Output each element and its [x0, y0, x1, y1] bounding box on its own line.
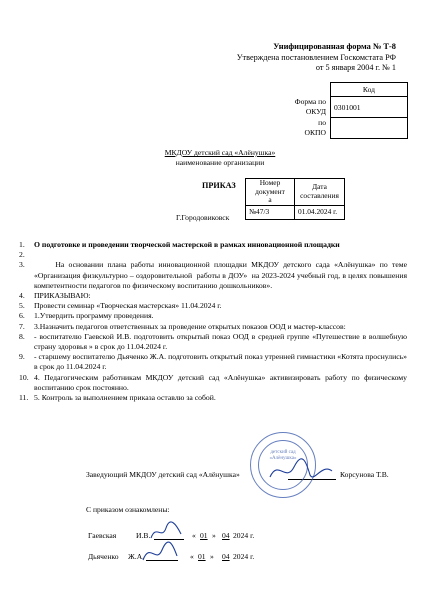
date-open: « [192, 531, 196, 540]
list-item: 9. - старшему воспитателю Дьяченко Ж.А. подготовить открытый показ утренней гимнастики «Котята проснулись» в срок до 11.04.2024 г. [19, 352, 407, 372]
okpo-value [331, 118, 408, 139]
date-day: 01 [198, 552, 206, 561]
code-header: Код [331, 83, 408, 97]
date-sep: » [212, 531, 216, 540]
acquainted-surname: Дьяченко [88, 552, 119, 561]
acquainted-initials: Ж.А. [128, 552, 145, 561]
list-item: 6. 1.Утвердить программу проведения. [19, 311, 154, 321]
stamp-text: детский сад «Алёнушка» [269, 450, 297, 461]
order-number: №47/3 [246, 205, 295, 219]
date-year: 2024 г. [233, 531, 255, 540]
acquainted-title: С приказом ознакомлены: [86, 505, 170, 514]
list-item: 1. О подготовке и проведении творческой мастерской в рамках инновационной площадки [19, 240, 340, 249]
organization-caption: наименование организации [175, 158, 265, 167]
date-sep: » [210, 552, 214, 561]
date-year: 2024 г. [233, 552, 255, 561]
acquainted-row-1 [88, 531, 408, 543]
date-header: Дата составления [295, 179, 345, 206]
order-items [19, 240, 407, 403]
signature-dyachenko [140, 540, 180, 566]
organization-name: МКДОУ детский сад «Алёнушка» [164, 148, 276, 157]
acquainted-surname: Гаевская [88, 531, 117, 540]
date-day: 01 [200, 531, 208, 540]
order-city: Г.Городовиковск [176, 213, 230, 222]
list-item: 11. 5. Контроль за выполнением приказа оставлю за собой. [19, 393, 216, 403]
codes-table [330, 82, 408, 139]
list-item: 10. 4. Педагогическим работникам МКДОУ детский сад «Алёнушка» активизировать работу по физическому воспитанию срок постоянно. [19, 372, 407, 392]
date-month: 04 [222, 531, 230, 540]
okud-value: 0301001 [331, 97, 408, 118]
list-item: 8. - воспитателю Гаевской И.В. подготовить открытый показ ООД в средней группе «Путешествие в волшебную страну здоровья » в срок до 11.04.2024 г. [19, 331, 407, 352]
head-signature [266, 455, 336, 487]
okud-label: Форма по ОКУД [294, 97, 326, 116]
approved-line-2: от 5 января 2004 г. № 1 [315, 63, 396, 72]
date-month: 04 [222, 552, 230, 561]
form-header [237, 42, 396, 74]
order-title: ПРИКАЗ [202, 181, 236, 190]
form-title: Унифицированная форма № Т-8 [273, 42, 396, 51]
approved-line-1: Утверждена постановлением Госкомстата РФ [236, 52, 396, 62]
acquainted-initials: И.В. [136, 531, 151, 540]
list-item: 4. ПРИКАЗЫВАЮ: [19, 291, 91, 301]
order-number-table [245, 178, 345, 220]
list-item: 7. 3.Назначить педагогов ответственных за проведение открытых показов ООД и мастер-классов: [19, 321, 346, 331]
number-header: Номер документ а [246, 179, 295, 206]
head-name: Корсунова Т.В. [340, 470, 389, 479]
list-item: 5. Провести семинар «Творческая мастерская» 11.04.2024 г. [19, 301, 222, 311]
list-item: 2. [19, 250, 25, 260]
acquainted-row-2 [88, 552, 408, 564]
okpo-label: по ОКПО [304, 118, 326, 137]
order-date: 01.04.2024 г. [295, 205, 345, 219]
head-title: Заведующий МКДОУ детский сад «Алёнушка» [86, 470, 240, 479]
date-open: « [190, 552, 194, 561]
list-item: 3. На основании плана работы инновационной площадки МКДОУ детского сада «Алёнушка» по теме «Организация физкультурно – оздоровительной работы в ДОУ» на 2023-2024 учебный год, в целях повышения компетентности педагогов по физическому воспитанию дошкольников». [19, 260, 409, 290]
